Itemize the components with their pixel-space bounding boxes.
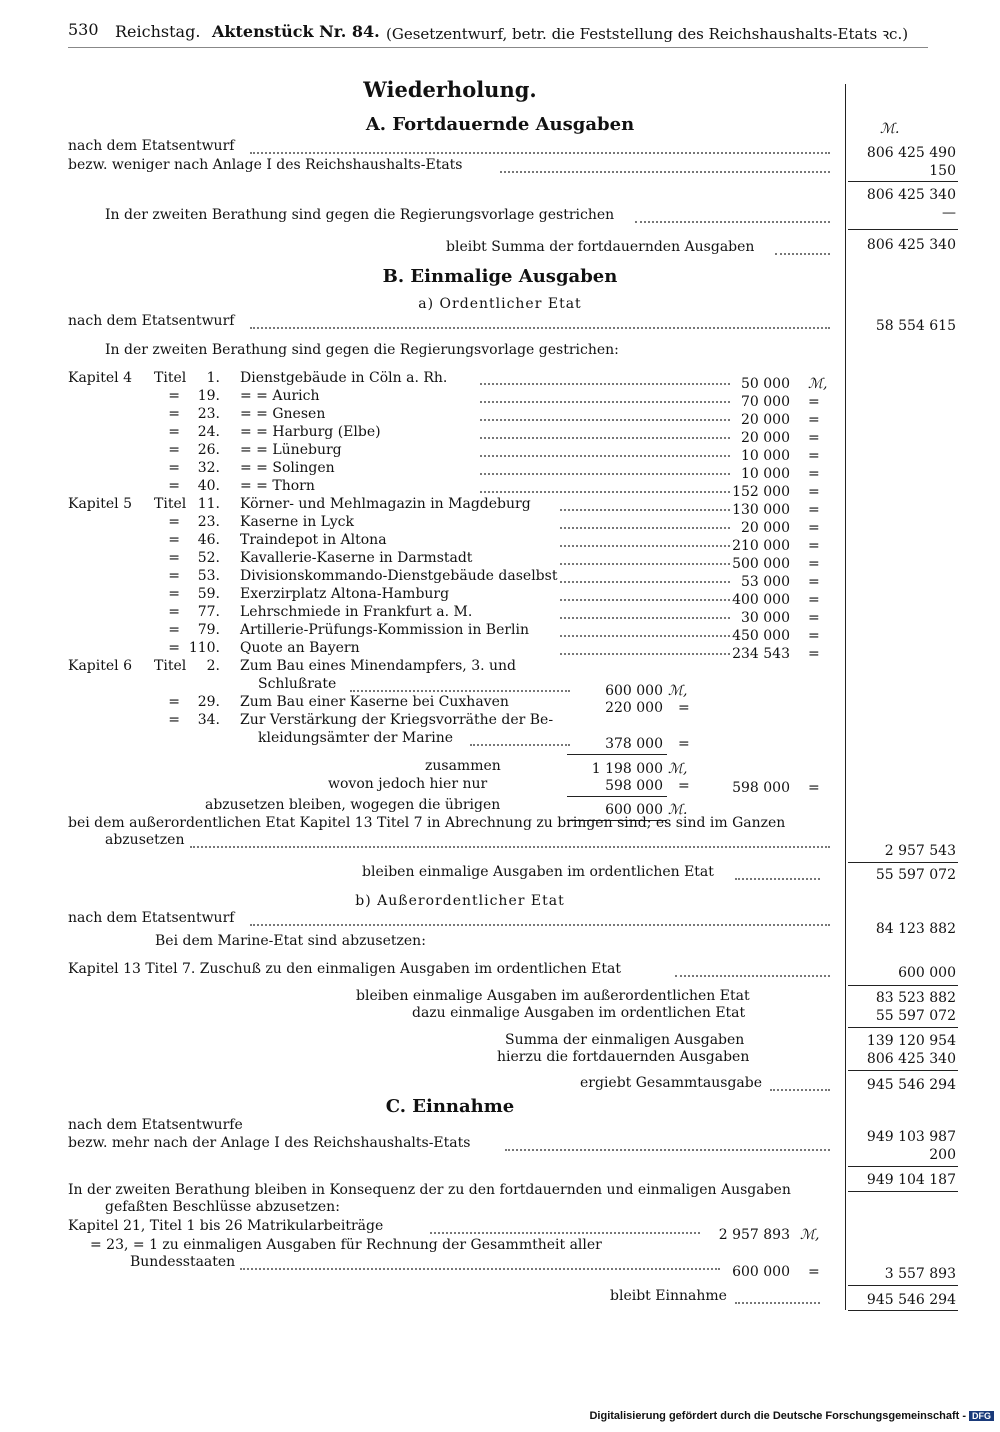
row-unit: =	[808, 394, 820, 410]
dot-leader	[775, 253, 830, 255]
sum-rule	[848, 1070, 958, 1071]
a-sum-value: 806 425 340	[866, 187, 956, 203]
row-kapitel: Kapitel 5	[68, 496, 132, 512]
c-c6-label: = 23, = 1 zu einmaligen Ausgaben für Rechnung der Gesammtheit aller	[90, 1237, 602, 1253]
row-unit: =	[808, 484, 820, 500]
dot-leader	[480, 473, 730, 475]
sum-rule	[848, 1191, 958, 1192]
ditto-mark: =	[168, 694, 180, 710]
b-b7-value: 806 425 340	[866, 1051, 956, 1067]
row-description: = = Harburg (Elbe)	[240, 424, 381, 440]
dot-leader	[350, 690, 570, 692]
c-c4-label: gefaßten Beschlüsse abzusetzen:	[105, 1199, 340, 1215]
row-description: Körner- und Mehlmagazin in Magdeburg	[240, 496, 531, 512]
a-line-1-value: 806 425 490	[866, 145, 956, 161]
row-description: Kaserne in Lyck	[240, 514, 354, 530]
row-amount: 10 000	[741, 448, 790, 464]
sum-rule	[848, 1310, 958, 1311]
row-number: 110.	[188, 640, 220, 656]
row-unit: =	[808, 610, 820, 626]
dot-leader	[480, 437, 730, 439]
row-titel: =	[168, 622, 180, 638]
dot-leader	[240, 1268, 720, 1270]
row-kapitel: Kapitel 4	[68, 370, 132, 386]
b-b7-label: hierzu die fortdauernden Ausgaben	[497, 1049, 750, 1065]
unit: =	[808, 1264, 820, 1280]
unit: ℳ.	[668, 802, 688, 818]
dot-leader	[250, 327, 830, 329]
document-number: Aktenstück Nr. 84.	[212, 22, 380, 41]
b-b6-value: 139 120 954	[866, 1033, 956, 1049]
row-titel: =	[168, 550, 180, 566]
row-amount: 50 000	[741, 376, 790, 392]
ditto-mark: =	[168, 712, 180, 728]
row-unit: =	[808, 502, 820, 518]
row-amount: 30 000	[741, 610, 790, 626]
c-c2-value: 949 103 987	[866, 1129, 956, 1145]
row-titel: =	[168, 442, 180, 458]
k6-29-text: Zum Bau einer Kaserne bei Cuxhaven	[240, 694, 509, 710]
a-line-4-label: bleibt Summa der fortdauernden Ausgaben	[446, 239, 755, 255]
row-number: 1.	[206, 370, 220, 386]
page-number: 530	[68, 20, 99, 39]
dot-leader	[505, 1149, 830, 1151]
row-titel: Titel	[154, 496, 187, 512]
b-b8-value: 945 546 294	[866, 1077, 956, 1093]
sum-rule	[848, 229, 958, 230]
c-c7-value-total: 3 557 893	[884, 1266, 956, 1282]
c-c2-value-2: 200	[929, 1147, 956, 1163]
k6-34-value: 378 000	[605, 736, 663, 752]
a-line-2-value: 150	[929, 163, 956, 179]
c-c7-label: Bundesstaaten	[130, 1254, 236, 1270]
sum-rule	[848, 181, 958, 182]
row-number: 52.	[197, 550, 220, 566]
abzusetzen-value: 600 000	[605, 802, 663, 818]
b-b5-value: 55 597 072	[875, 1008, 956, 1024]
row-description: Traindepot in Altona	[240, 532, 387, 548]
row-number: 23.	[197, 406, 220, 422]
unit: ℳ,	[668, 761, 688, 777]
row-description: = = Solingen	[240, 460, 335, 476]
row-description: Kavallerie-Kaserne in Darmstadt	[240, 550, 473, 566]
row-unit: =	[808, 520, 820, 536]
row-titel: =	[168, 388, 180, 404]
k6-value-1: 600 000	[605, 683, 663, 699]
sum-rule	[848, 1166, 958, 1167]
sum-rule	[567, 796, 667, 797]
b-b4-label: bleiben einmalige Ausgaben im außerordentlichen Etat	[356, 988, 750, 1004]
row-number: 23.	[197, 514, 220, 530]
b-a1-label: nach dem Etatsentwurf	[68, 313, 235, 329]
c-c3-label: In der zweiten Berathung bleiben in Konsequenz der zu den fortdauernden und einmaligen Ausgaben	[68, 1182, 791, 1198]
row-unit: ℳ,	[808, 376, 828, 392]
section-title: Wiederholung.	[363, 77, 537, 102]
row-description: = = Aurich	[240, 388, 320, 404]
k6-titel: Titel	[154, 658, 187, 674]
row-number: 24.	[197, 424, 220, 440]
row-unit: =	[808, 574, 820, 590]
header-underline	[68, 47, 928, 48]
row-titel: =	[168, 568, 180, 584]
row-unit: =	[808, 646, 820, 662]
c-c2-label: bezw. mehr nach der Anlage I des Reichshaushalts-Etats	[68, 1135, 471, 1151]
a-line-4-value: 806 425 340	[866, 237, 956, 253]
row-description: Dienstgebäude in Cöln a. Rh.	[240, 370, 448, 386]
dot-leader	[735, 1302, 820, 1304]
row-amount: 10 000	[741, 466, 790, 482]
k6-29-number: 29.	[197, 694, 220, 710]
row-titel: =	[168, 460, 180, 476]
row-number: 40.	[197, 478, 220, 494]
dot-leader	[500, 171, 830, 173]
c-c5-value: 2 957 893	[718, 1227, 790, 1243]
row-unit: =	[808, 448, 820, 464]
document-subject: (Gesetzentwurf, betr. die Feststellung des Reichshaushalts-Etats ꝛc.)	[386, 25, 909, 43]
subheading-ordentlicher-etat: a) Ordentlicher Etat	[418, 296, 582, 312]
heading-einmalige-ausgaben: B. Einmalige Ausgaben	[382, 266, 618, 287]
c-c3-value: 949 104 187	[866, 1172, 956, 1188]
row-titel: =	[168, 514, 180, 530]
heading-fortdauernde-ausgaben: A. Fortdauernde Ausgaben	[365, 114, 635, 135]
row-description: Artillerie-Prüfungs-Kommission in Berlin	[240, 622, 530, 638]
row-number: 79.	[197, 622, 220, 638]
row-amount: 53 000	[741, 574, 790, 590]
b-b5-label: dazu einmalige Ausgaben im ordentlichen Etat	[412, 1005, 746, 1021]
abzusetzen-label: abzusetzen bleiben, wogegen die übrigen	[205, 797, 501, 813]
dot-leader	[470, 744, 570, 746]
sum-rule	[848, 1027, 958, 1028]
row-description: Exerzirplatz Altona-Hamburg	[240, 586, 450, 602]
row-titel: =	[168, 424, 180, 440]
unit: =	[678, 778, 690, 794]
b-bei-line-2: abzusetzen	[105, 832, 185, 848]
row-titel: =	[168, 532, 180, 548]
k6-34-text-1: Zur Verstärkung der Kriegsvorräthe der Be-	[240, 712, 554, 728]
row-amount: 400 000	[732, 592, 790, 608]
dot-leader	[480, 383, 730, 385]
b-b2-label: Bei dem Marine-Etat sind abzusetzen:	[155, 933, 426, 949]
b-ordentlich-total-value: 55 597 072	[875, 867, 956, 883]
b-b4-value: 83 523 882	[875, 990, 956, 1006]
currency-marker: ℳ.	[880, 121, 900, 137]
a-line-1-label: nach dem Etatsentwurf	[68, 138, 235, 154]
b-bei-value: 2 957 543	[884, 843, 956, 859]
dot-leader	[430, 1232, 700, 1234]
row-description: = = Lüneburg	[240, 442, 342, 458]
row-amount: 20 000	[741, 412, 790, 428]
b-b3-label: Kapitel 13 Titel 7. Zuschuß zu den einmaligen Ausgaben im ordentlichen Etat	[68, 961, 621, 977]
sum-rule	[567, 754, 667, 755]
row-amount: 450 000	[732, 628, 790, 644]
dot-leader	[190, 846, 830, 848]
row-amount: 70 000	[741, 394, 790, 410]
row-titel: Titel	[154, 370, 187, 386]
wovon-value-total: 598 000	[732, 780, 790, 796]
row-number: 32.	[197, 460, 220, 476]
dfg-logo: DFG	[969, 1411, 994, 1421]
row-amount: 130 000	[732, 502, 790, 518]
unit: =	[678, 736, 690, 752]
dot-leader	[480, 401, 730, 403]
c-c8-value: 945 546 294	[866, 1292, 956, 1308]
dot-leader	[480, 491, 730, 493]
a-line-3-value: —	[942, 205, 956, 221]
row-titel: =	[168, 406, 180, 422]
k6-34-number: 34.	[197, 712, 220, 728]
wovon-label: wovon jedoch hier nur	[328, 776, 488, 792]
dot-leader	[635, 221, 830, 223]
sum-rule	[848, 985, 958, 986]
row-description: Divisionskommando-Dienstgebäude daselbst	[240, 568, 558, 584]
row-amount: 152 000	[732, 484, 790, 500]
sum-rule	[848, 862, 958, 863]
b-b8-label: ergiebt Gesammtausgabe	[580, 1075, 763, 1091]
row-description: = = Gnesen	[240, 406, 326, 422]
dot-leader	[770, 1089, 830, 1091]
row-number: 59.	[197, 586, 220, 602]
dot-leader	[480, 455, 730, 457]
k6-number: 2.	[206, 658, 220, 674]
unit: ℳ,	[668, 683, 688, 699]
row-number: 11.	[197, 496, 220, 512]
dot-leader	[735, 878, 820, 880]
row-amount: 500 000	[732, 556, 790, 572]
wovon-value: 598 000	[605, 778, 663, 794]
row-unit: =	[808, 466, 820, 482]
c-c1-label: nach dem Etatsentwurfe	[68, 1117, 243, 1133]
row-amount: 20 000	[741, 430, 790, 446]
row-amount: 210 000	[732, 538, 790, 554]
row-titel: =	[168, 586, 180, 602]
c-c8-label: bleibt Einnahme	[610, 1288, 727, 1304]
row-unit: =	[808, 556, 820, 572]
b-bei-line-1: bei dem außerordentlichen Etat Kapitel 13 Titel 7 in Abrechnung zu bringen sind; es sind im Ganzen	[68, 815, 786, 831]
zusammen-label: zusammen	[425, 758, 501, 774]
b-b2-value: 84 123 882	[875, 921, 956, 937]
zusammen-value: 1 198 000	[591, 761, 663, 777]
b-ordentlich-total-label: bleiben einmalige Ausgaben im ordentlichen Etat	[362, 864, 714, 880]
row-titel: =	[168, 604, 180, 620]
row-titel: =	[168, 640, 180, 656]
row-description: Lehrschmiede in Frankfurt a. M.	[240, 604, 473, 620]
b-b3-value: 600 000	[898, 965, 956, 981]
row-amount: 20 000	[741, 520, 790, 536]
k6-29-value: 220 000	[605, 700, 663, 716]
dot-leader	[675, 975, 830, 977]
dot-leader	[250, 924, 830, 926]
row-number: 77.	[197, 604, 220, 620]
row-description: Quote an Bayern	[240, 640, 360, 656]
footer-note	[589, 1410, 994, 1422]
row-description: = = Thorn	[240, 478, 315, 494]
row-titel: =	[168, 478, 180, 494]
footer-text: Digitalisierung gefördert durch die Deutsche Forschungsgemeinschaft -	[589, 1410, 966, 1422]
k6-kapitel: Kapitel 6	[68, 658, 132, 674]
row-number: 53.	[197, 568, 220, 584]
journal-name: Reichstag.	[115, 22, 201, 41]
k6-text-2: Schlußrate	[258, 676, 337, 692]
unit: ℳ,	[800, 1227, 820, 1243]
k6-text-1: Zum Bau eines Minendampfers, 3. und	[240, 658, 516, 674]
b-b1-label: nach dem Etatsentwurf	[68, 910, 235, 926]
row-amount: 234 543	[732, 646, 790, 662]
row-number: 46.	[197, 532, 220, 548]
b-a1-value: 58 554 615	[875, 318, 956, 334]
row-unit: =	[808, 538, 820, 554]
row-number: 26.	[197, 442, 220, 458]
dot-leader	[480, 419, 730, 421]
row-unit: =	[808, 430, 820, 446]
row-unit: =	[808, 412, 820, 428]
dot-leader	[250, 152, 830, 154]
subheading-ausserordentlicher-etat: b) Außerordentlicher Etat	[355, 893, 565, 909]
b-b6-label: Summa der einmaligen Ausgaben	[505, 1032, 745, 1048]
amount-column-divider	[845, 84, 846, 1310]
row-unit: =	[808, 628, 820, 644]
a-line-3-label: In der zweiten Berathung sind gegen die Regierungsvorlage gestrichen	[105, 207, 615, 223]
a-line-2-label: bezw. weniger nach Anlage I des Reichshaushalts-Etats	[68, 157, 463, 173]
unit: =	[808, 780, 820, 796]
unit: =	[678, 700, 690, 716]
c-c7-value: 600 000	[732, 1264, 790, 1280]
heading-einnahme: C. Einnahme	[385, 1096, 515, 1117]
b-a2-label: In der zweiten Berathung sind gegen die Regierungsvorlage gestrichen:	[105, 342, 619, 358]
k6-34-text-2: kleidungsämter der Marine	[258, 730, 454, 746]
sum-rule	[848, 1285, 958, 1286]
c-c5-label: Kapitel 21, Titel 1 bis 26 Matrikularbeiträge	[68, 1218, 384, 1234]
row-unit: =	[808, 592, 820, 608]
row-number: 19.	[197, 388, 220, 404]
